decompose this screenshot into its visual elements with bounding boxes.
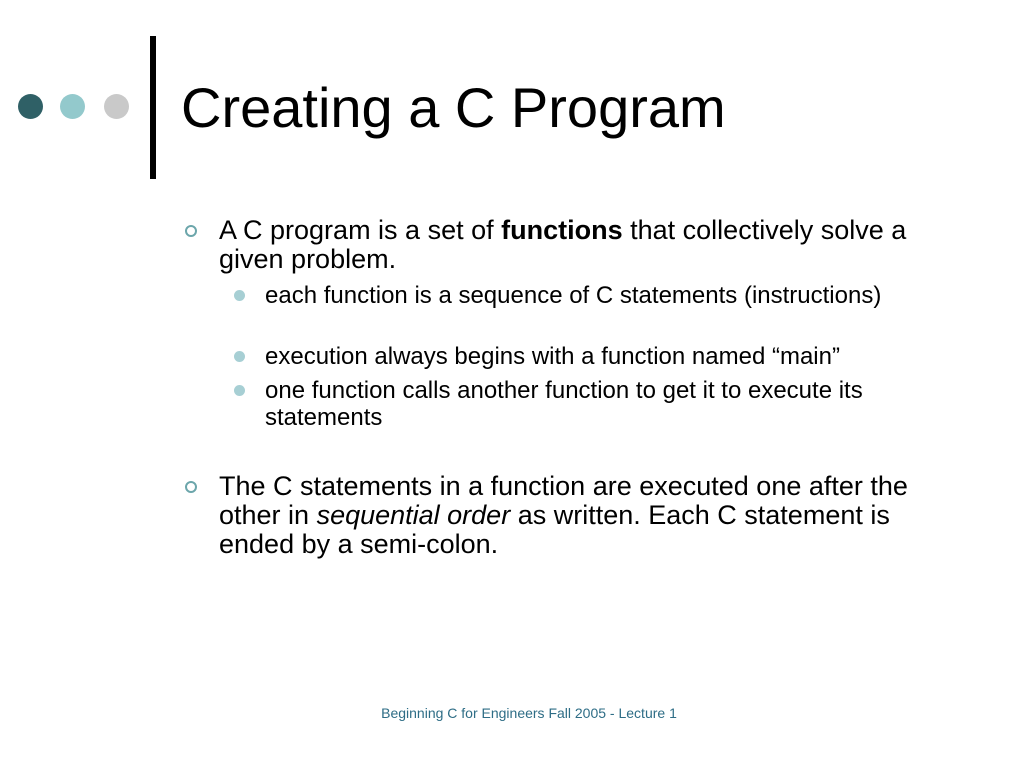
title-divider [150, 36, 156, 179]
bullet-text-end: that collectively solve a given problem. [219, 215, 907, 274]
bullet-text-start: A C program is a set of [219, 215, 502, 245]
bullet-text-start: The C statements in a function are executed one after the other in [219, 471, 908, 530]
bullet-text-end: as written. Each C statement is ended by a semi-colon. [219, 500, 890, 559]
decorative-dot-gray [104, 94, 129, 119]
bullet-functions [219, 216, 949, 274]
decorative-dot-dark [18, 94, 43, 119]
dot-bullet-icon [234, 385, 245, 396]
bullet-emphasis-bold: functions [501, 215, 623, 245]
ring-bullet-icon [185, 481, 197, 493]
dot-bullet-icon [234, 351, 245, 362]
sub-bullet-sequence [265, 282, 965, 309]
bullet-sequential-order [219, 472, 949, 559]
slide-footer: Beginning C for Engineers Fall 2005 - Lecture 1 [381, 705, 677, 721]
ring-bullet-icon [185, 225, 197, 237]
sub-bullet-main [265, 343, 965, 370]
decorative-dot-teal [60, 94, 85, 119]
sub-bullet-calls [265, 377, 965, 431]
bullet-emphasis-italic: sequential order [316, 500, 511, 530]
sub-bullet-text: one function calls another function to get it to execute its statements [265, 377, 863, 431]
dot-bullet-icon [234, 290, 245, 301]
slide-title: Creating a C Program [181, 76, 726, 139]
sub-bullet-text: each function is a sequence of C statements (instructions) [265, 282, 882, 309]
sub-bullet-text: execution always begins with a function named “main” [265, 343, 840, 370]
